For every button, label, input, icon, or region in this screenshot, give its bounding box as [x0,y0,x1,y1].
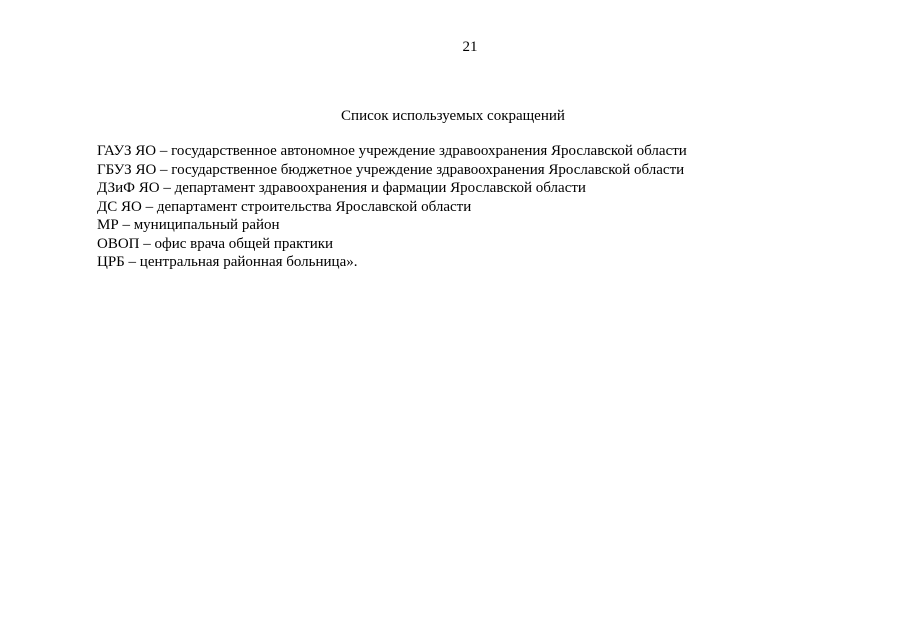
abbreviation-definition: муниципальный район [133,217,280,233]
abbreviation-item [97,216,687,235]
abbreviation-item [97,142,687,161]
abbreviation-item [97,161,687,180]
abbreviation-term: ГАУЗ ЯО [97,143,157,159]
abbreviation-separator: – [124,254,140,270]
abbreviation-separator: – [159,180,175,196]
abbreviation-definition: департамент здравоохранения и фармации Ярославской области [174,180,586,196]
abbreviation-term: ЦРБ [97,254,125,270]
section-title: Список используемых сокращений [341,108,565,124]
abbreviation-term: МР [97,217,119,233]
abbreviation-separator: – [156,161,172,178]
abbreviation-separator: – [156,143,172,159]
abbreviation-definition: государственное бюджетное учреждение здравоохранения Ярославской области [171,161,685,178]
abbreviation-definition: центральная районная больница». [139,254,358,270]
abbreviation-term: ГБУЗ ЯО [97,161,157,178]
abbreviation-term: ДЗиФ ЯО [97,180,160,196]
abbreviation-item [97,179,687,198]
abbreviation-separator: – [139,235,155,252]
page-number: 21 [462,39,478,55]
abbreviation-item [97,253,687,272]
abbreviation-list [97,142,687,272]
abbreviation-separator: – [118,217,134,233]
abbreviation-separator: – [141,198,157,215]
abbreviation-term: ДС ЯО [97,198,142,215]
abbreviation-definition: департамент строительства Ярославской области [156,198,472,215]
abbreviation-item [97,198,687,217]
abbreviation-definition: офис врача общей практики [154,235,334,252]
abbreviation-term: ОВОП [97,235,140,252]
abbreviation-definition: государственное автономное учреждение здравоохранения Ярославской области [171,143,687,159]
abbreviation-item [97,235,687,254]
